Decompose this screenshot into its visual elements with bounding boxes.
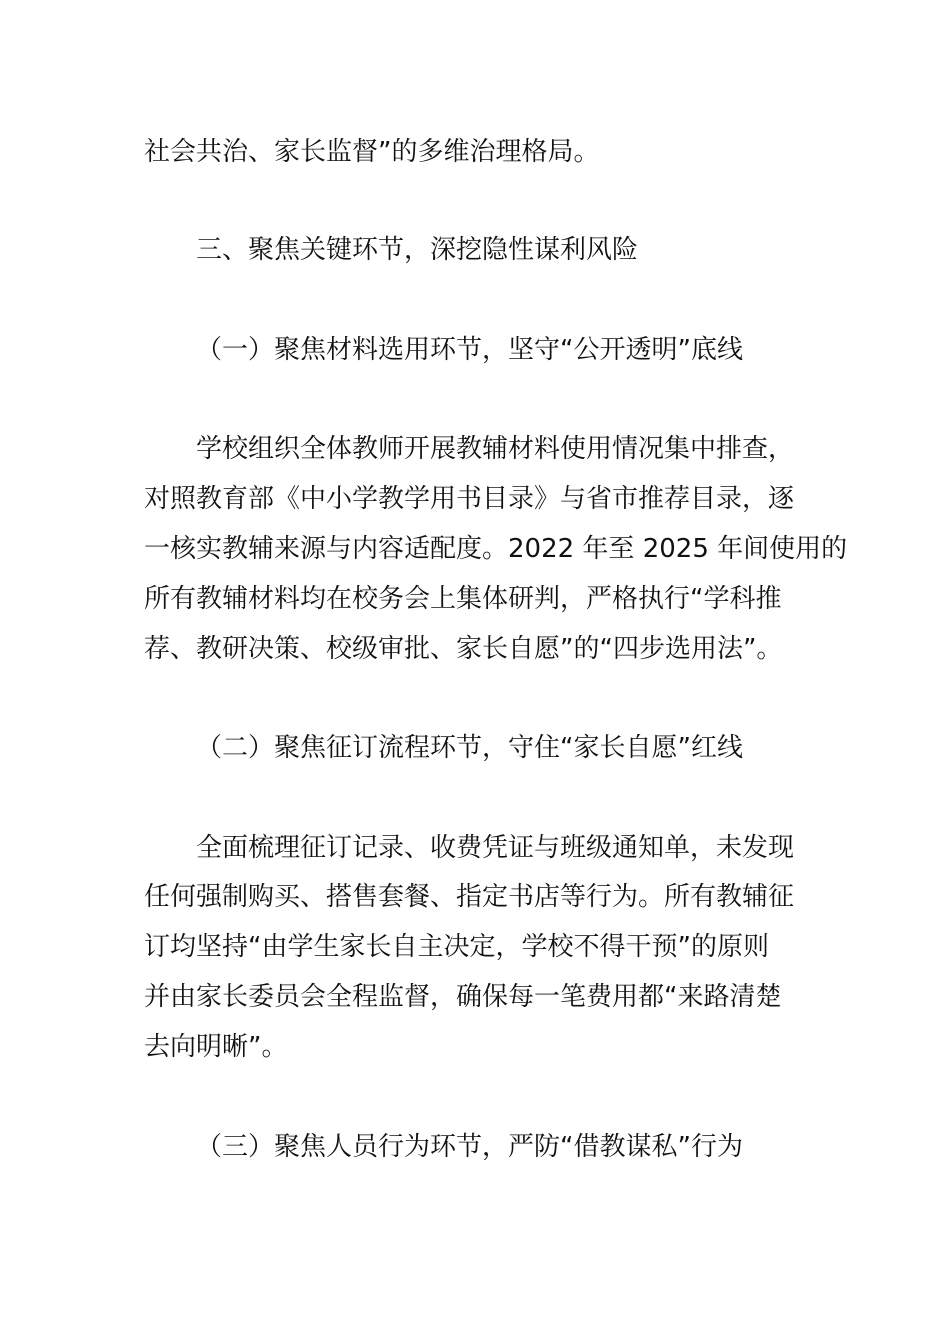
paragraph-1-line-3: 一核实教辅来源与内容适配度。2022 年至 2025 年间使用的	[144, 534, 848, 564]
subsection-heading-1: （一）聚焦材料选用环节，坚守“公开透明”底线	[196, 335, 743, 365]
paragraph-2-line-3: 订均坚持“由学生家长自主决定，学校不得干预”的原则	[144, 932, 769, 962]
paragraph-1-line-5: 荐、教研决策、校级审批、家长自愿”的“四步选用法”。	[144, 634, 783, 664]
paragraph-1-line-4: 所有教辅材料均在校务会上集体研判，严格执行“学科推	[144, 584, 782, 614]
paragraph-2-line-4: 并由家长委员会全程监督，确保每一笔费用都“来路清楚	[144, 982, 782, 1012]
subsection-heading-3: （三）聚焦人员行为环节，严防“借教谋私”行为	[196, 1132, 743, 1162]
paragraph-2-line-1: 全面梳理征订记录、收费凭证与班级通知单，未发现	[196, 833, 795, 863]
paragraph-1-line-2: 对照教育部《中小学教学用书目录》与省市推荐目录，逐	[144, 484, 795, 514]
subsection-heading-2: （二）聚焦征订流程环节，守住“家长自愿”红线	[196, 733, 743, 763]
paragraph-1-line-1: 学校组织全体教师开展教辅材料使用情况集中排查，	[196, 434, 795, 464]
paragraph-2-line-5: 去向明晰”。	[144, 1032, 288, 1062]
paragraph-2-line-2: 任何强制购买、搭售套餐、指定书店等行为。所有教辅征	[144, 882, 795, 912]
paragraph-continuation-line: 社会共治、家长监督”的多维治理格局。	[144, 137, 600, 167]
section-heading-3: 三、聚焦关键环节，深挖隐性谋利风险	[196, 235, 639, 265]
